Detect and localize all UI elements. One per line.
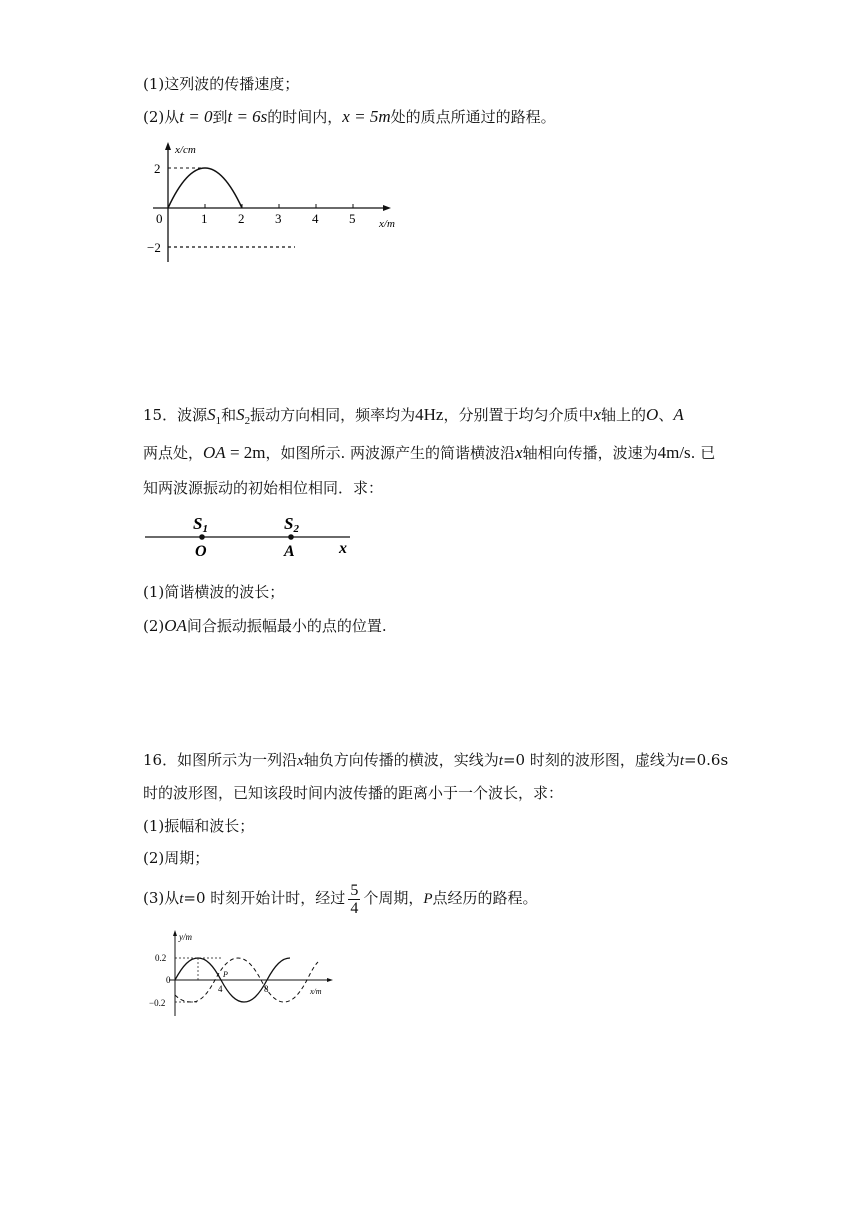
fraction-5-4: $\frac{5}{4}$ — [350, 881, 359, 917]
q15-s2-label: S — [284, 514, 294, 533]
q16-ytick: −0.2 — [149, 998, 166, 1008]
q15-x-label: x — [339, 540, 347, 557]
q16-ytick: 0.2 — [155, 953, 167, 963]
q14-xlabel: x/m — [379, 218, 395, 230]
q16-item-3: (3)从t=0 时刻开始计时，经过 $\frac{5}{4}$ 个周期，P点经历的路程。 — [143, 881, 538, 917]
q16-ylabel: y/m — [179, 932, 192, 942]
q16-line-1: 16．如图所示为一列沿x轴负方向传播的横波，实线为t=0 时刻的波形图，虚线为t=0.6s — [143, 751, 729, 769]
svg-text:S1 — [193, 514, 208, 535]
q15-s1-sub: 1 — [202, 523, 208, 535]
q16-item-1: (1)振幅和波长； — [143, 817, 255, 835]
q14-xtick: 5 — [349, 211, 356, 226]
q14-ytick: −2 — [147, 240, 161, 255]
q15-s1-label: S — [193, 514, 203, 533]
q16-xtick: 8 — [264, 984, 269, 994]
q15-a-label: A — [284, 543, 295, 560]
q14-xtick: 2 — [238, 211, 245, 226]
q14-xtick: 3 — [275, 211, 282, 226]
q15-item-2: (2)OA间合振动振幅最小的点的位置. — [143, 616, 387, 635]
q15-o-label: O — [195, 543, 207, 560]
q14-xtick: 1 — [201, 211, 208, 226]
q16-wave-graph — [143, 928, 343, 1020]
q14-item-1: (1)这列波的传播速度； — [143, 75, 300, 93]
q16-xlabel: x/m — [310, 987, 322, 996]
q14-xtick: 4 — [312, 211, 319, 226]
q15-s2-sub: 2 — [293, 523, 299, 535]
q15-line-2: 两点处，OA = 2m，如图所示. 两波源产生的简谐横波沿x轴相向传播，波速为4m/s. 已 — [143, 443, 716, 462]
q15-source-figure — [145, 512, 360, 562]
q14-ylabel: x/cm — [175, 144, 196, 156]
q14-ytick: 2 — [154, 161, 161, 176]
q14-xtick: 0 — [156, 211, 163, 226]
q15-line-3: 知两波源振动的初始相位相同．求： — [143, 479, 384, 497]
q16-line-2: 时的波形图，已知该段时间内波传播的距离小于一个波长，求： — [143, 784, 564, 802]
q15-line-1: 15．波源$S_1$和$S_2$振动方向相同，频率均为4Hz，分别置于均匀介质中x轴上的O、A — [143, 405, 684, 427]
q14-wave-graph — [145, 140, 415, 275]
svg-text:S2 — [284, 514, 299, 535]
q15-item-1: (1)简谐横波的波长； — [143, 583, 285, 601]
q16-item-2: (2)周期； — [143, 849, 210, 867]
q14-item-2: (2)从t = 0到t = 6s的时间内，x = 5m处的质点所通过的路程。 — [143, 107, 556, 126]
q16-ytick: 0 — [166, 975, 171, 985]
q16-point-label: P — [223, 970, 228, 979]
q16-xtick: 4 — [218, 984, 223, 994]
